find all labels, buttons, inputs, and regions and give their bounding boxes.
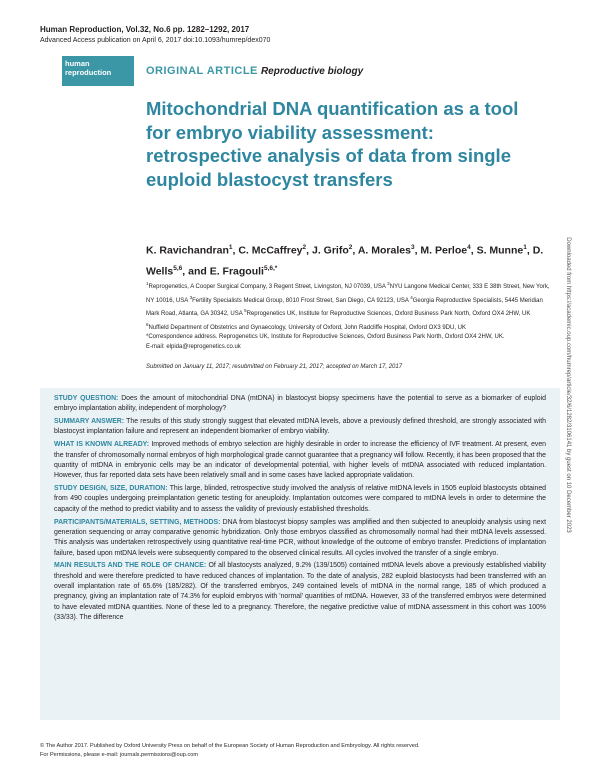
author-list	[146, 239, 546, 280]
author-separator: ,	[526, 244, 533, 257]
affiliation-text: NYU Langone Medical Center, 333 E 38th Street, New York, NY 10016, USA	[146, 284, 550, 304]
article-subject: Reproductive biology	[260, 66, 364, 77]
abstract-text: The results of this study strongly suggest that elevated mtDNA levels, above a previously defined threshold, are strongly associated with blastocyst implantation failure and represent an independent biomarker of embryo viability.	[54, 418, 546, 436]
affiliation-number: 5	[244, 308, 247, 314]
affiliation-text: Reprogenetics UK, Institute for Reproductive Sciences, Oxford Business Park North, Oxford OX4 2HW, UK	[246, 311, 531, 318]
submission-dates: Submitted on January 11, 2017; resubmitted on February 21, 2017; accepted on March 17, 2017	[146, 364, 403, 370]
abstract-text: Does the amount of mitochondrial DNA (mtDNA) in blastocyst biopsy specimens have the potential to serve as a biomarker of euploid embryo implantation ability, independent of morphology?	[54, 395, 546, 413]
author-name: E. Fragouli	[209, 265, 264, 277]
abstract-section	[54, 484, 546, 515]
author-name: M. Perloe	[420, 244, 468, 257]
affiliation-text: Georgia Reproductive Specialists, 5445 Meridian Mark Road, Atlanta, GA 30342, USA	[146, 297, 543, 318]
journal-header	[40, 24, 560, 46]
author-affiliation-mark: 1	[523, 244, 527, 251]
copyright-notice: © The Author 2017. Published by Oxford University Press on behalf of the European Society of Human Reproduction and Embryology. All rights reserved.	[40, 743, 420, 749]
author-affiliation-mark: 1	[228, 244, 233, 251]
author-name: C. McCaffrey	[238, 244, 303, 257]
download-notice[interactable]: Downloaded from https://academic.oup.com/humrep/article/32/6/1282/3106141 by guest on 10 December 2023	[565, 237, 571, 533]
author-name: J. Grifo	[311, 244, 349, 257]
abstract-section	[54, 518, 546, 559]
page-footer	[40, 742, 560, 760]
abstract-section	[54, 440, 546, 481]
abstract-box	[40, 388, 560, 720]
affiliation-number: 2	[387, 281, 390, 286]
affiliation-number: 3	[189, 294, 193, 300]
abstract-heading: STUDY QUESTION:	[54, 395, 119, 402]
author-separator: ,	[306, 244, 312, 257]
affiliations	[146, 279, 552, 333]
author-affiliation-mark: 2	[348, 244, 353, 251]
affiliation-number: 4	[410, 294, 413, 300]
author-affiliation-mark: 5,6,*	[263, 264, 278, 272]
abstract-section	[54, 561, 546, 623]
affiliation-text: Fertility Specialists Medical Group, 8010 Frost Street, San Diego, CA 92123, USA	[192, 297, 411, 304]
permissions-notice: For Permissions, please e-mail: journals.permissions@oup.com	[40, 752, 199, 758]
affiliation-number: 1	[146, 281, 149, 286]
abstract-heading: STUDY DESIGN, SIZE, DURATION:	[54, 485, 168, 493]
article-title: Mitochondrial DNA quantification as a tool for embryo viability assessment: retrospective analysis of data from single euploid blastocyst transfers	[146, 98, 519, 190]
abstract-section	[54, 417, 546, 438]
correspondence	[146, 333, 552, 352]
author-affiliation-mark: 5,6	[173, 264, 183, 272]
author-name: D. Wells	[146, 244, 544, 277]
correspondence-email[interactable]: E-mail: elpida@reprogenetics.co.uk	[146, 343, 241, 350]
abstract-text: This large, blinded, retrospective study involved the analysis of relative mtDNA levels in 1505 euploid blastocysts obtained from 490 couples undergoing preimplantation genetic testing for aneuploidy. Implantation outcomes were compared to mtDNA levels in order to determine the capacity of the method to predict viability and to assess the validity of previously established thresholds.	[54, 485, 547, 513]
correspondence-address: *Correspondence address. Reprogenetics UK, Institute for Reproductive Sciences, Oxford Business Park North, Oxford OX4 2HW, UK.	[146, 334, 505, 340]
abstract-text: Of all blastocysts analyzed, 9.2% (139/1505) contained mtDNA levels above a previously established viability threshold and were therefore predicted to have reduced chances of implantation. To the date of analysis, 282 euploid blastocysts had been transferred with an overall implantation rate of 65.6% (185/282). Of the transferred embryos, 249 contained levels of mtDNA in the normal range, 185 of which produced a pregnancy, giving an implantation rate of 74.3% for euploid embryos with 'normal' quantities of mtDNA. However, 33 of the transferred embryos were determined to have elevated mtDNA quantities. None of these led to a pregnancy. Therefore, the negative predictive value of mtDNA assessment in this cohort was 100% (33/33). The difference	[54, 562, 546, 621]
abstract-text: DNA from blastocyst biopsy samples was amplified and then subjected to aneuploidy analysis using next generation sequencing or array comparative genomic hybridization. Only those embryos classified as chromosomally normal had their mtDNA levels assessed. This analysis was undertaken retrospectively using quantitative real-time PCR, without knowledge of the outcome of embryo transfer. Predictions of implantation failure, based upon mtDNA levels were subsequently compared to the observed clinical results. All cycles involved the transfer of a single embryo.	[54, 518, 546, 557]
author-separator: ,	[352, 244, 358, 257]
logo-line-1: human	[65, 59, 90, 68]
author-separator: ,	[232, 244, 239, 257]
affiliation-text: Nuffield Department of Obstetrics and Gynaecology, University of Oxford, John Radcliffe Hospital, Oxford OX3 9DU, UK	[148, 324, 466, 331]
author-name: S. Munne	[476, 244, 524, 257]
author-separator: ,	[414, 244, 421, 257]
author-affiliation-mark: 2	[302, 244, 307, 251]
article-type	[146, 64, 363, 79]
author-affiliation-mark: 3	[410, 244, 415, 251]
author-affiliation-mark: 4	[467, 244, 471, 251]
journal-logo	[62, 56, 134, 86]
author-separator: , and	[182, 265, 210, 277]
abstract-text: Improved methods of embryo selection are highly desirable in order to increase the efficiency of IVF treatment. At present, even the transfer of chromosomally normal embryos of high morphological grade cannot guarantee that a pregnancy will follow. Recently, it has been proposed that the quantity of mtDNA in embryonic cells may be an indicator of developmental potential, with higher levels of mtDNA associated with reduced implantation. However, thus far reported data sets have been relatively small and in some cases have lacked appropriate validation.	[54, 441, 547, 480]
journal-citation: Human Reproduction, Vol.32, No.6 pp. 1282–1292, 2017	[40, 25, 250, 34]
access-doi-line: Advanced Access publication on April 6, 2017 doi:10.1093/humrep/dex070	[40, 37, 271, 44]
affiliation-text: Reprogenetics, A Cooper Surgical Company, 3 Regent Street, Livingston, NJ 07039, USA	[148, 284, 388, 290]
abstract-section	[54, 394, 546, 415]
abstract-heading: WHAT IS KNOWN ALREADY:	[54, 441, 150, 449]
abstract-heading: MAIN RESULTS AND THE ROLE OF CHANCE:	[54, 562, 207, 570]
abstract-sections	[40, 388, 560, 623]
abstract-heading: PARTICIPANTS/MATERIALS, SETTING, METHODS:	[54, 518, 221, 526]
author-separator: ,	[470, 244, 477, 257]
article-type-label: ORIGINAL ARTICLE	[146, 65, 258, 77]
author-name: A. Morales	[357, 244, 411, 257]
logo-line-2: reproduction	[65, 68, 112, 77]
affiliation-number: 6	[146, 321, 149, 327]
abstract-heading: SUMMARY ANSWER:	[54, 418, 125, 426]
author-name: K. Ravichandran	[146, 244, 229, 257]
download-sidebar	[563, 180, 573, 590]
